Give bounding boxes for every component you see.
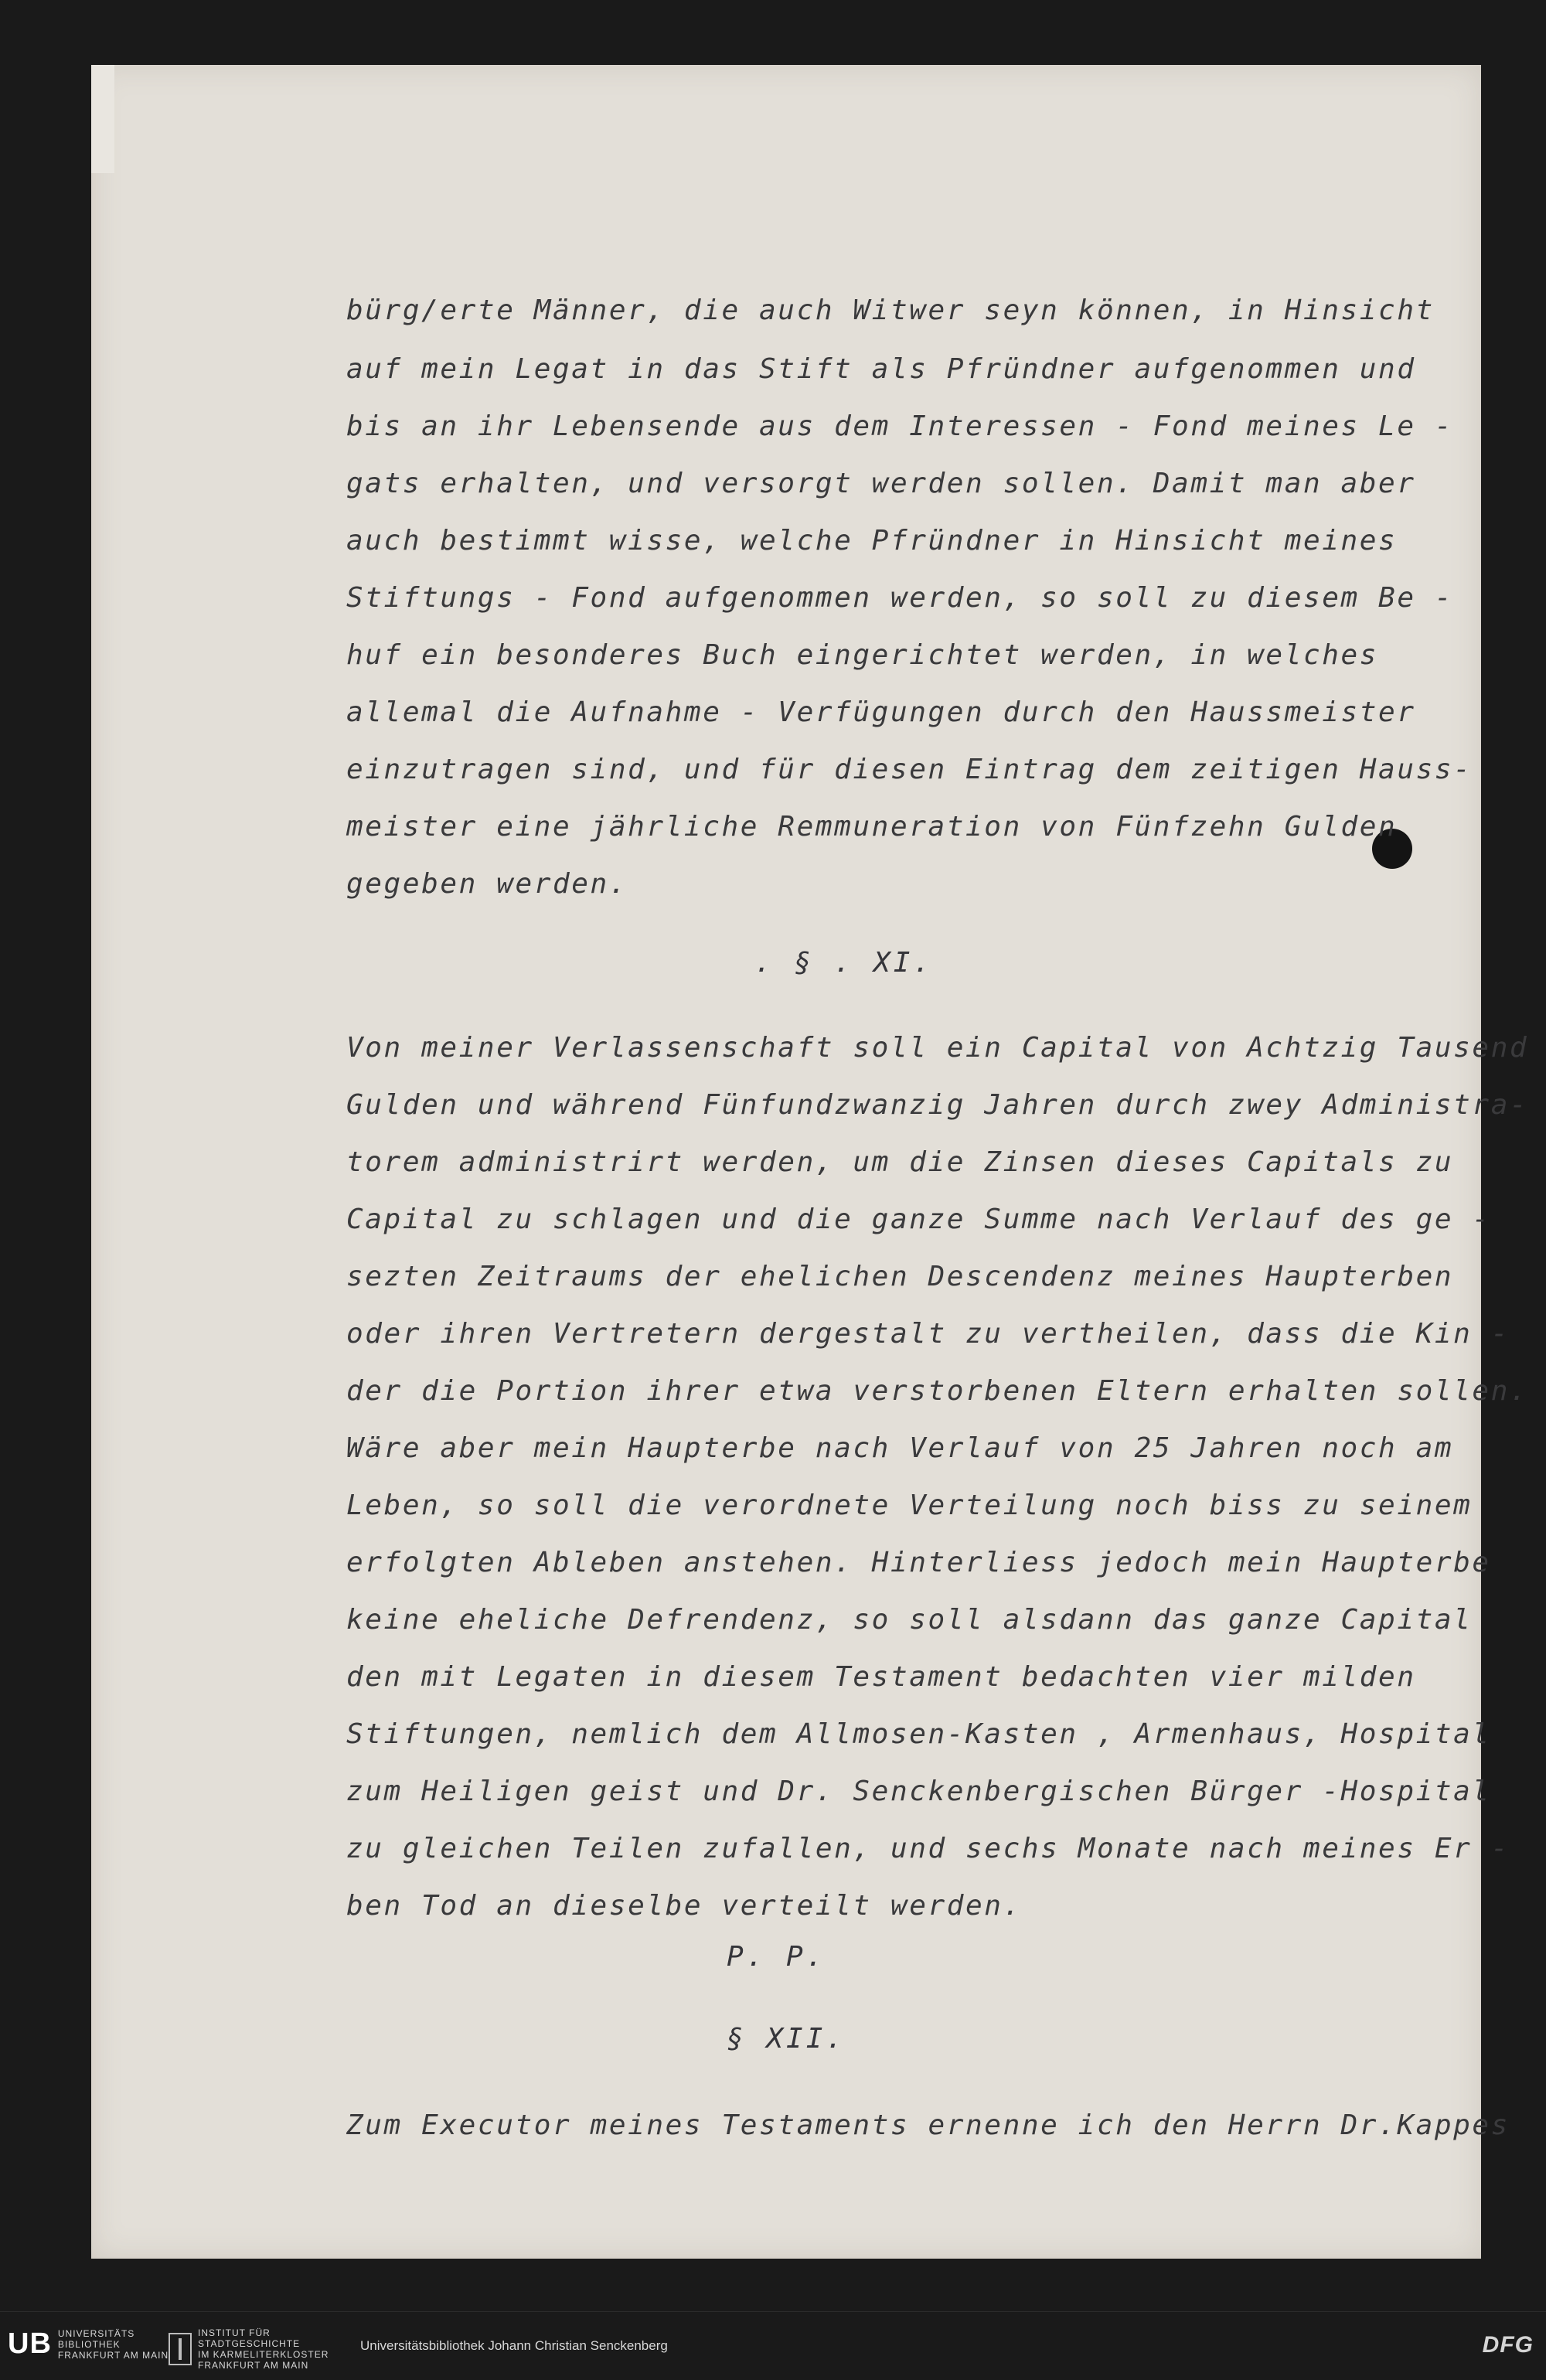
text-line: allemal die Aufnahme - Verfügungen durch den Haussmeister: [346, 696, 1416, 728]
text-line: Stiftungs - Fond aufgenommen werden, so soll zu diesem Be -: [346, 582, 1454, 614]
section-heading-xii: § XII.: [727, 2023, 846, 2055]
text-line: auf mein Legat in das Stift als Pfründner aufgenommen und: [346, 353, 1416, 385]
text-line: ben Tod an dieselbe verteilt werden.: [346, 1890, 1022, 1922]
text-line: bürg/erte Männer, die auch Witwer seyn können, in Hinsicht: [346, 295, 1435, 326]
text-line: oder ihren Vertretern dergestalt zu vertheilen, dass die Kin -: [346, 1318, 1510, 1350]
ub-logo-line: FRANKFURT AM MAIN: [57, 2349, 169, 2361]
institute-mark-icon: [169, 2333, 192, 2365]
text-line: einzutragen sind, und für diesen Eintrag dem zeitigen Hauss-: [346, 754, 1473, 785]
text-line: gegeben werden.: [346, 868, 628, 900]
library-name[interactable]: Universitätsbibliothek Johann Christian Senckenberg: [360, 2338, 668, 2353]
ub-logo-line: UNIVERSITÄTS: [57, 2327, 135, 2339]
paper-torn-edge: [91, 65, 114, 173]
text-line: gats erhalten, und versorgt werden sollen. Damit man aber: [346, 468, 1416, 499]
text-line: meister eine jährliche Remmuneration von Fünfzehn Gulden: [346, 811, 1398, 843]
institute-logo[interactable]: [169, 2327, 329, 2371]
institute-logo-line: STADTGESCHICHTE: [198, 2338, 301, 2349]
institute-logo-line: INSTITUT FÜR: [198, 2327, 271, 2338]
text-line: torem administrirt werden, um die Zinsen dieses Capitals zu: [346, 1146, 1454, 1178]
text-line: den mit Legaten in diesem Testament bedachten vier milden: [346, 1661, 1416, 1693]
viewer-footer: [0, 2311, 1546, 2380]
section-heading-xi: . § . XI.: [754, 947, 934, 979]
text-line: Zum Executor meines Testaments ernenne ich den Herrn Dr.Kappes: [346, 2109, 1510, 2141]
text-line: Stiftungen, nemlich dem Allmosen-Kasten , Armenhaus, Hospital: [346, 1718, 1491, 1750]
dfg-logo[interactable]: DFG: [1482, 2332, 1534, 2358]
text-line: Von meiner Verlassenschaft soll ein Capital von Achtzig Tausend: [346, 1032, 1529, 1064]
institute-logo-line: IM KARMELITERKLOSTER: [198, 2349, 329, 2360]
text-line: huf ein besonderes Buch eingerichtet werden, in welches: [346, 639, 1379, 671]
text-line: Capital zu schlagen und die ganze Summe nach Verlauf des ge -: [346, 1204, 1491, 1235]
ub-badge: UB: [8, 2327, 52, 2360]
ub-logo-line: BIBLIOTHEK: [57, 2338, 121, 2350]
text-line: Wäre aber mein Haupterbe nach Verlauf von 25 Jahren noch am: [346, 1432, 1454, 1464]
text-line: zu gleichen Teilen zufallen, und sechs Monate nach meines Er -: [346, 1833, 1510, 1864]
text-line: der die Portion ihrer etwa verstorbenen Eltern erhalten sollen.: [346, 1375, 1529, 1407]
text-line: auch bestimmt wisse, welche Pfründner in Hinsicht meines: [346, 525, 1398, 557]
text-line: keine eheliche Defrendenz, so soll alsdann das ganze Capital: [346, 1604, 1473, 1636]
ub-logo[interactable]: [8, 2327, 169, 2361]
text-line: bis an ihr Lebensende aus dem Interessen - Fond meines Le -: [346, 410, 1454, 442]
text-line: erfolgten Ableben anstehen. Hinterliess jedoch mein Haupterbe: [346, 1547, 1491, 1578]
text-line: Leben, so soll die verordnete Verteilung noch biss zu seinem: [346, 1490, 1473, 1521]
text-line: sezten Zeitraums der ehelichen Descendenz meines Haupterben: [346, 1261, 1454, 1292]
pp-mark: P. P.: [727, 1941, 826, 1973]
text-line: Gulden und während Fünfundzwanzig Jahren durch zwey Administra-: [346, 1089, 1529, 1121]
text-line: zum Heiligen geist und Dr. Senckenbergischen Bürger -Hospital: [346, 1776, 1491, 1807]
institute-logo-line: FRANKFURT AM MAIN: [198, 2360, 309, 2371]
